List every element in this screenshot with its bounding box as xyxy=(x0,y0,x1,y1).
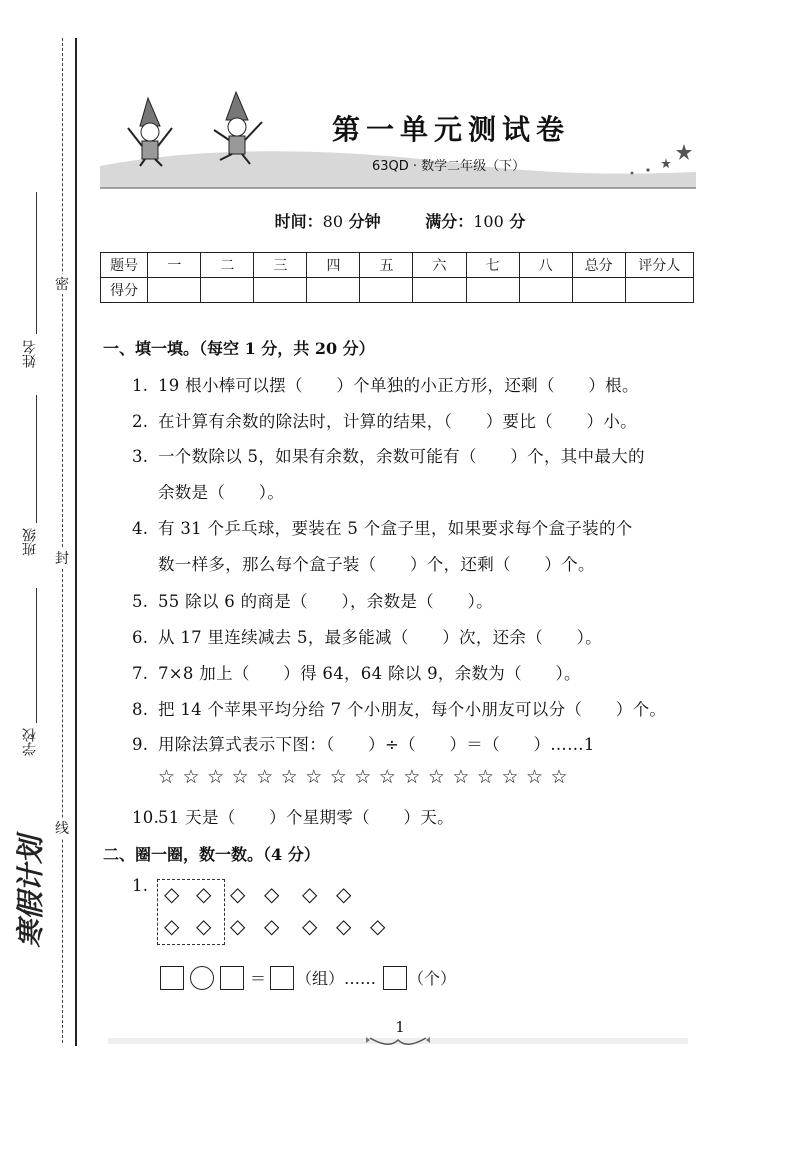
diamond-shape: ◇ xyxy=(164,914,180,938)
score-entry-cell[interactable] xyxy=(466,278,519,303)
group-unit-text: （组）…… xyxy=(296,969,377,988)
score-table xyxy=(100,252,694,303)
table-header-cell: 一 xyxy=(148,253,201,278)
answer-box[interactable] xyxy=(160,966,184,990)
table-header-cell: 四 xyxy=(307,253,360,278)
diamond-shape: ◇ xyxy=(196,914,212,938)
time-unit: 分钟 xyxy=(348,212,381,231)
score-entry-cell[interactable] xyxy=(148,278,201,303)
table-header-cell: 题号 xyxy=(101,253,148,278)
table-header-cell: 总分 xyxy=(572,253,625,278)
elf-illustration-left xyxy=(128,98,172,166)
item-unit-text: （个） xyxy=(408,969,457,988)
score-entry-cell[interactable] xyxy=(625,278,693,303)
diamond-shape: ◇ xyxy=(264,882,280,906)
question-5: 5. 55 除以 6 的商是（ ），余数是（ ）。 xyxy=(132,592,493,611)
binding-word-line: 线 xyxy=(52,818,72,838)
time-score-line xyxy=(0,209,800,232)
score-value: 100 xyxy=(473,212,504,231)
question-3: 3. 一个数除以 5，如果有余数，余数可能有（ ）个，其中最大的 xyxy=(132,447,645,466)
score-entry-cell[interactable] xyxy=(254,278,307,303)
diamond-shape: ◇ xyxy=(336,914,352,938)
question-4-continuation: 数一样多，那么每个盒子装（ ）个，还剩（ ）个。 xyxy=(158,555,595,574)
binding-solid-line xyxy=(75,38,77,1046)
page-subtitle: 63QD · 数学二年级（下） xyxy=(372,159,526,174)
table-header-cell: 三 xyxy=(254,253,307,278)
answer-box[interactable] xyxy=(270,966,294,990)
diamond-shape: ◇ xyxy=(336,882,352,906)
class-field-label: 班级 xyxy=(22,528,38,556)
footer-ornament xyxy=(108,1034,688,1048)
binding-word-seal: 密 xyxy=(52,274,72,294)
operator-circle[interactable] xyxy=(190,966,214,990)
question-2: 2. 在计算有余数的除法时，计算的结果，（ ）要比（ ）小。 xyxy=(132,412,637,431)
score-entry-cell[interactable] xyxy=(201,278,254,303)
school-field[interactable] xyxy=(20,728,42,756)
score-table-header-row xyxy=(101,253,694,278)
diamond-shape: ◇ xyxy=(264,914,280,938)
diamond-shape: ◇ xyxy=(302,914,318,938)
score-entry-cell[interactable] xyxy=(360,278,413,303)
star-row-figure: ☆☆☆☆☆☆☆☆☆☆☆☆☆☆☆☆☆ xyxy=(158,766,576,788)
question-7: 7. 7×8 加上（ ）得 64，64 除以 9，余数为（ ）。 xyxy=(132,664,581,683)
decorative-stars xyxy=(631,144,692,174)
diamond-shape: ◇ xyxy=(164,882,180,906)
question-8: 8. 把 14 个苹果平均分给 7 个小朋友，每个小朋友可以分（ ）个。 xyxy=(132,700,667,719)
table-header-cell: 六 xyxy=(413,253,466,278)
table-header-cell: 评分人 xyxy=(625,253,693,278)
table-header-cell: 八 xyxy=(519,253,572,278)
time-label: 时间： xyxy=(274,212,323,231)
score-unit: 分 xyxy=(509,212,526,231)
equals-sign: ＝ xyxy=(250,969,267,988)
name-field[interactable] xyxy=(20,340,42,368)
question-1: 1. 19 根小棒可以摆（ ）个单独的小正方形，还剩（ ）根。 xyxy=(132,376,639,395)
answer-box[interactable] xyxy=(220,966,244,990)
score-label: 满分： xyxy=(425,212,474,231)
name-field-label: 姓名 xyxy=(22,340,38,368)
class-field-rule xyxy=(36,395,37,523)
question-10: 10.51 天是（ ）个星期零（ ）天。 xyxy=(132,808,454,827)
class-field[interactable] xyxy=(20,528,42,556)
page-title: 第一单元测试卷 xyxy=(332,113,571,146)
question-6: 6. 从 17 里连续减去 5，最多能减（ ）次，还余（ ）。 xyxy=(132,628,602,647)
svg-text:寒假计划: 寒假计划 xyxy=(14,835,47,948)
diamond-shape: ◇ xyxy=(230,914,246,938)
row-label-cell: 得分 xyxy=(101,278,148,303)
diamond-shape: ◇ xyxy=(370,914,386,938)
section2-question-1-number: 1. xyxy=(132,876,149,895)
score-entry-cell[interactable] xyxy=(572,278,625,303)
diamond-shape: ◇ xyxy=(302,882,318,906)
binding-word-close: 封 xyxy=(52,548,72,568)
score-entry-cell[interactable] xyxy=(519,278,572,303)
school-field-label: 学校 xyxy=(22,728,38,756)
page-number: 1 xyxy=(395,1018,405,1036)
score-entry-cell[interactable] xyxy=(413,278,466,303)
score-entry-cell[interactable] xyxy=(307,278,360,303)
school-field-rule xyxy=(36,588,37,723)
time-value: 80 xyxy=(322,212,344,231)
answer-box[interactable] xyxy=(383,966,407,990)
question-4: 4. 有 31 个乒乓球，要装在 5 个盒子里，如果要求每个盒子装的个 xyxy=(132,519,633,538)
table-header-cell: 五 xyxy=(360,253,413,278)
section1-heading: 一、填一填。（每空 1 分，共 20 分） xyxy=(103,339,375,358)
table-header-cell: 二 xyxy=(201,253,254,278)
diamond-shape: ◇ xyxy=(196,882,212,906)
table-header-cell: 七 xyxy=(466,253,519,278)
question-3-continuation: 余数是（ ）。 xyxy=(158,483,285,502)
question-9: 9. 用除法算式表示下图：（ ）÷（ ）＝（ ）……1 xyxy=(132,735,595,754)
score-table-score-row xyxy=(101,278,694,303)
diamond-shape: ◇ xyxy=(230,882,246,906)
brand-logo xyxy=(6,820,56,950)
binding-dashed-line xyxy=(62,38,63,1043)
section2-heading: 二、圈一圈，数一数。（4 分） xyxy=(103,845,320,864)
